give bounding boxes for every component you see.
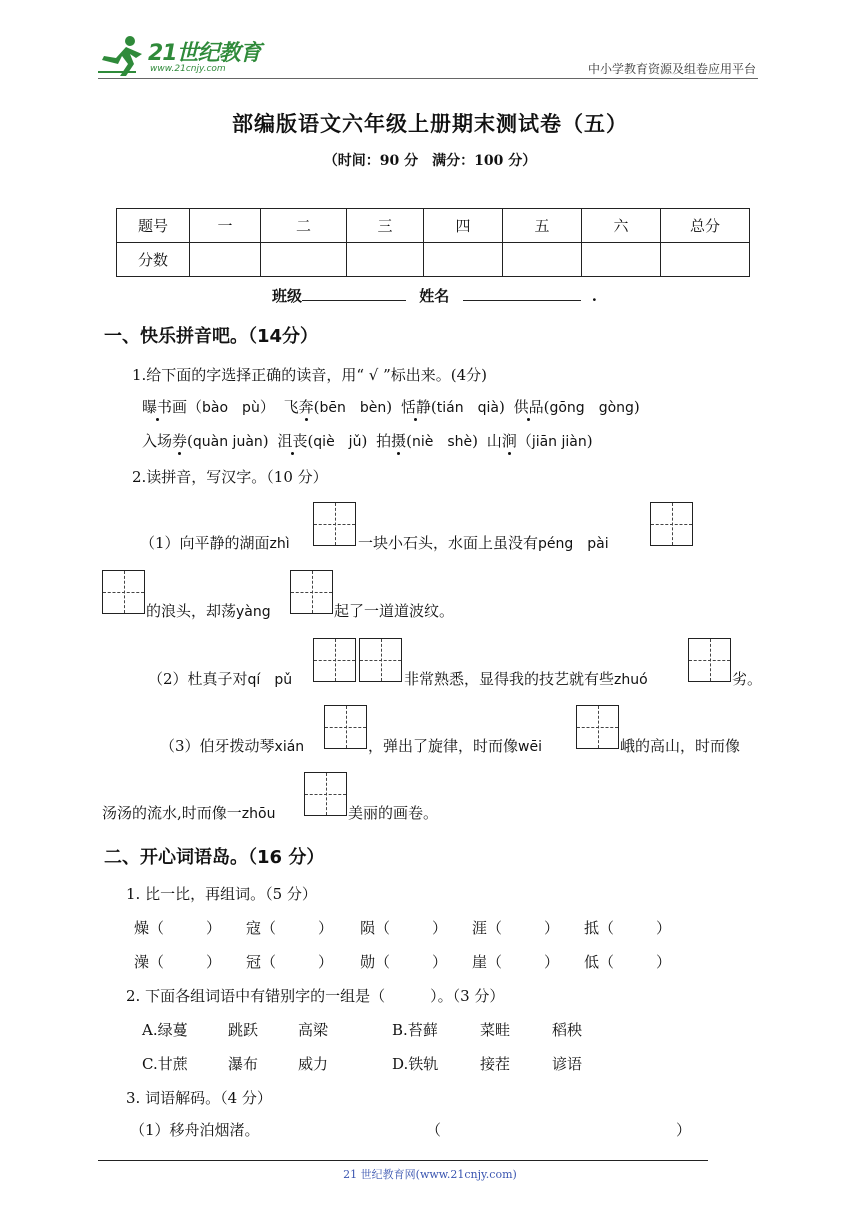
option-word: 威力	[298, 1055, 329, 1073]
answer-open-paren: （	[426, 1121, 442, 1139]
section-heading: 二、开心词语岛。（16 分）	[104, 847, 325, 868]
class-name-line	[272, 285, 597, 306]
word-group-row	[134, 951, 671, 972]
table-cell: 分数	[117, 243, 190, 277]
text-segment: （2）杜真子对	[148, 670, 248, 688]
pinyin-label: péng pài	[538, 536, 609, 552]
text-segment: ，弹出了旋律，时而像	[368, 737, 519, 755]
word-slot[interactable]: 崖（ ）	[472, 953, 560, 971]
fill-line	[358, 532, 609, 553]
word-slot[interactable]: 寇（ ）	[246, 919, 334, 937]
fill-line	[148, 668, 292, 689]
score-table	[116, 208, 750, 277]
option-word: D.铁轨	[392, 1055, 439, 1073]
runner-logo-icon	[96, 34, 146, 78]
text-segment: 的浪头，却荡	[146, 602, 237, 620]
question-text: 1.给下面的字选择正确的读音，用“ √ ”标出来。(4分)	[132, 366, 487, 384]
fill-line: 峨的高山，时而像	[620, 737, 741, 755]
pinyin-label: zhuó	[614, 672, 648, 688]
pinyin-label: wēi	[518, 739, 542, 755]
class-blank[interactable]	[302, 286, 406, 301]
answer-close-paren: ）	[676, 1121, 692, 1139]
option-word: 高梁	[298, 1021, 329, 1039]
class-label: 班级	[272, 287, 303, 305]
table-cell: 四	[424, 209, 503, 243]
section-heading: 一、快乐拼音吧。（14分）	[104, 326, 319, 347]
word-item: 供品(gōng gòng)	[513, 398, 640, 416]
score-input-cell[interactable]	[661, 243, 750, 277]
word-item: 曝书画（bào pù）	[142, 398, 275, 416]
pinyin-label: zhōu	[241, 806, 276, 822]
table-cell: 六	[582, 209, 661, 243]
fill-line: 劣。	[732, 670, 763, 688]
text-segment: （1）向平静的湖面	[140, 534, 270, 552]
pinyin-label: zhì	[269, 536, 290, 552]
word-item: 山涧（jiān jiàn)	[486, 432, 593, 450]
writing-box[interactable]	[313, 638, 356, 682]
word-slot[interactable]: 勋（ ）	[360, 953, 448, 971]
name-blank[interactable]	[463, 286, 581, 301]
site-logo	[96, 34, 266, 82]
question-text: 1. 比一比，再组词。（5 分）	[126, 885, 317, 903]
option-word: 谚语	[552, 1055, 583, 1073]
pinyin-row-1	[142, 396, 640, 417]
exam-info: （时间：90 分 满分：100 分）	[323, 153, 537, 169]
logo-text: 21世纪教育	[148, 41, 261, 66]
writing-box[interactable]	[324, 705, 367, 749]
writing-box[interactable]	[359, 638, 402, 682]
name-label: 姓名	[419, 287, 450, 305]
pinyin-label: yàng	[236, 604, 271, 620]
footer-divider	[98, 1160, 708, 1161]
options-row	[142, 1053, 582, 1074]
writing-box[interactable]	[290, 570, 333, 614]
text-segment: 非常熟悉，显得我的技艺就有些	[404, 670, 615, 688]
table-cell: 二	[261, 209, 347, 243]
fill-line	[368, 735, 542, 756]
word-slot[interactable]: 燥（ ）	[134, 919, 222, 937]
writing-box[interactable]	[688, 638, 731, 682]
word-slot[interactable]: 陨（ ）	[360, 919, 448, 937]
word-slot[interactable]: 澡（ ）	[134, 953, 222, 971]
word-slot[interactable]: 抵（ ）	[584, 919, 672, 937]
fill-line: 起了一道道波纹。	[334, 602, 455, 620]
question-text: 3. 词语解码。（4 分）	[126, 1089, 272, 1107]
score-input-cell[interactable]	[424, 243, 503, 277]
word-item: 沮丧(qiè jǔ)	[277, 432, 368, 450]
table-cell: 题号	[117, 209, 190, 243]
word-item: 拍摄(niè shè)	[376, 432, 478, 450]
table-row	[117, 209, 750, 243]
text-segment: （3）伯牙拨动琴	[160, 737, 275, 755]
writing-box[interactable]	[313, 502, 356, 546]
end-mark: .	[591, 287, 597, 305]
option-word: C.甘蔗	[142, 1055, 188, 1073]
score-input-cell[interactable]	[190, 243, 261, 277]
score-input-cell[interactable]	[261, 243, 347, 277]
word-item: 飞奔(bēn bèn)	[283, 398, 393, 416]
option-word: 接茬	[480, 1055, 511, 1073]
option-word: 瀑布	[228, 1055, 259, 1073]
fill-line	[146, 600, 271, 621]
fill-line	[404, 668, 648, 689]
score-input-cell[interactable]	[503, 243, 582, 277]
writing-box[interactable]	[576, 705, 619, 749]
platform-name: 中小学教育资源及组卷应用平台	[587, 62, 756, 76]
option-word: B.苔藓	[392, 1021, 438, 1039]
word-item: 恬静(tián qià)	[400, 398, 505, 416]
pinyin-row-2	[142, 430, 593, 451]
page-title: 部编版语文六年级上册期末测试卷（五）	[232, 111, 628, 136]
option-word: A.绿蔓	[142, 1021, 188, 1039]
answer-field[interactable]	[440, 1116, 676, 1136]
text-segment: 一块小石头，水面上虽没有	[358, 534, 539, 552]
word-group-row	[134, 917, 671, 938]
header-divider	[98, 78, 758, 79]
table-cell: 一	[190, 209, 261, 243]
fill-line: 美丽的画卷。	[348, 804, 439, 822]
fill-line	[102, 802, 275, 823]
question-text: 2.读拼音，写汉字。（10 分）	[132, 468, 328, 486]
writing-box[interactable]	[650, 502, 693, 546]
fill-line	[140, 532, 290, 553]
word-slot[interactable]: 低（ ）	[584, 953, 672, 971]
writing-box[interactable]	[304, 772, 347, 816]
logo-url: www.21cnjy.com	[150, 64, 226, 74]
writing-box[interactable]	[102, 570, 145, 614]
fill-line	[160, 735, 304, 756]
pinyin-label: xián	[274, 739, 305, 755]
option-word: 菜畦	[480, 1021, 511, 1039]
table-cell: 五	[503, 209, 582, 243]
options-row	[142, 1019, 582, 1040]
score-input-cell[interactable]	[347, 243, 424, 277]
pinyin-label: qí pǔ	[247, 672, 293, 688]
score-input-cell[interactable]	[582, 243, 661, 277]
footer-text: 21 世纪教育网(www.21cnjy.com)	[343, 1168, 517, 1181]
table-row	[117, 243, 750, 277]
option-word: 跳跃	[228, 1021, 259, 1039]
question-text: （1）移舟泊烟渚。	[130, 1121, 260, 1139]
question-text: 2. 下面各组词语中有错别字的一组是（ ）。（3 分）	[126, 987, 505, 1005]
word-slot[interactable]: 涯（ ）	[472, 919, 560, 937]
text-segment: 汤汤的流水,时而像一	[102, 804, 242, 822]
table-cell: 总分	[661, 209, 750, 243]
option-word: 稻秧	[552, 1021, 583, 1039]
table-cell: 三	[347, 209, 424, 243]
word-item: 入场券(quàn juàn)	[142, 432, 269, 450]
word-slot[interactable]: 冠（ ）	[246, 953, 334, 971]
